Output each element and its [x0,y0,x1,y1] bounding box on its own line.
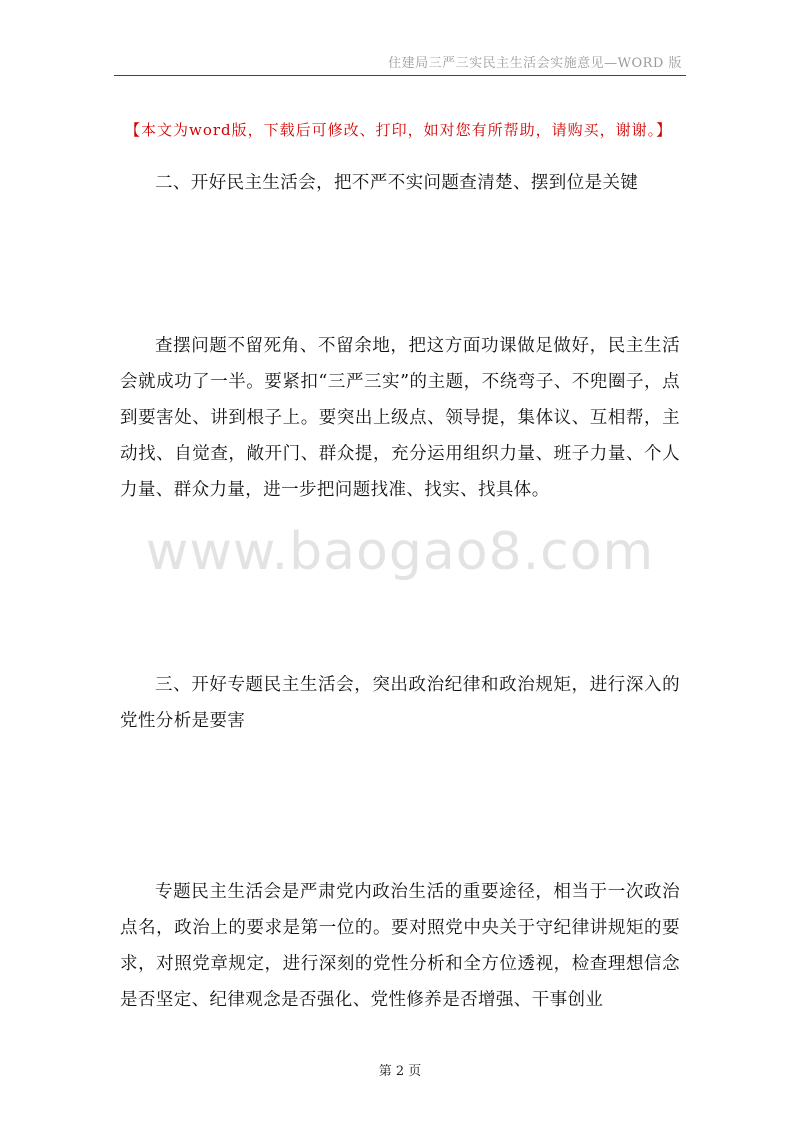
watermark: www.baogao8.com [145,522,655,582]
header-divider [114,75,686,76]
section-paragraph-3: 专题民主生活会是严肃党内政治生活的重要途径，相当于一次政治点名，政治上的要求是第一位的。要对照党中央关于守纪律讲规矩的要求，对照党章规定，进行深刻的党性分析和全方位透视，检查理想信念是否坚定、纪律观念是否强化、党性修养是否增强、干事创业 [120,882,680,1010]
page-header-title: 住建局三严三实民主生活会实施意见—WORD 版 [388,56,682,71]
section-heading-2: 二、开好民主生活会，把不严不实问题查清楚、摆到位是关键 [155,173,639,193]
purchase-notice: 【本文为word版，下载后可修改、打印，如对您有所帮助，请购买，谢谢。】 [125,121,673,139]
page-number: 第 2 页 [378,1064,422,1079]
section-heading-3: 三、开好专题民主生活会，突出政治纪律和政治规矩，进行深入的党性分析是要害 [120,675,680,731]
section-paragraph-2: 查摆问题不留死角、不留余地，把这方面功课做足做好，民主生活会就成功了一半。要紧扣“三严三实”的主题，不绕弯子、不兜圈子，点到要害处、讲到根子上。要突出上级点、领导提，集体议、互相帮，主动找、自觉查，敞开门、群众提，充分运用组织力量、班子力量、个人力量、群众力量，进一步把问题找准、找实、找具体。 [120,336,680,500]
